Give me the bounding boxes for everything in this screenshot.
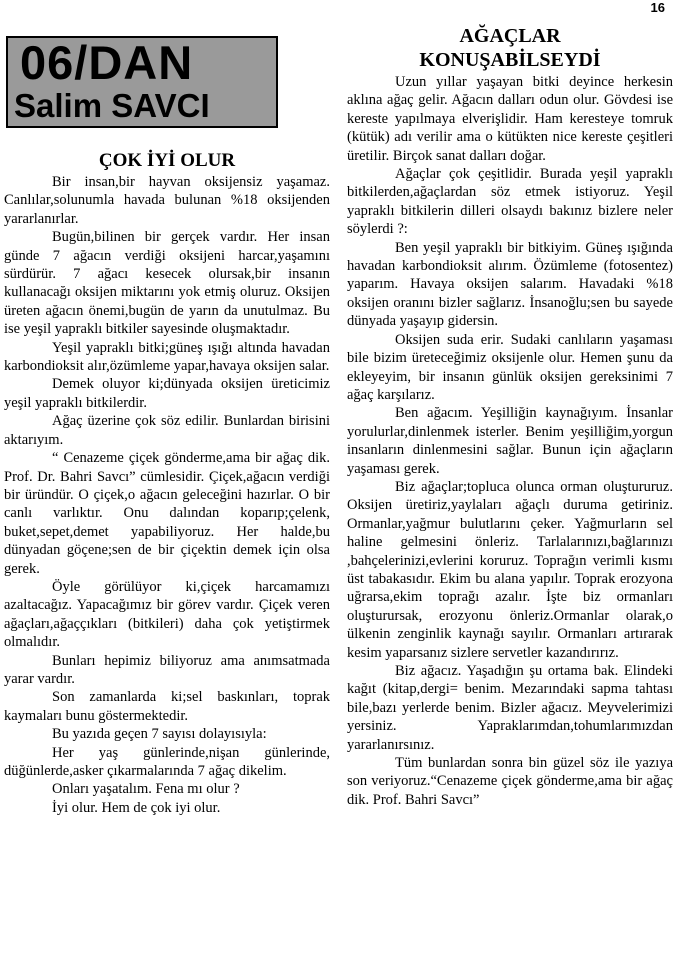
paragraph: Ağaç üzerine çok söz edilir. Bunlardan birisini aktarıyım.	[4, 413, 330, 448]
column-header-box	[6, 36, 278, 128]
paragraph: Tüm bunlardan sonra bin güzel söz ile yazıya son veriyoruz.“Cenazeme çiçek gönderme,ama bir ağaç dik. Prof. Bahri Savcı”	[347, 755, 673, 808]
paragraph: Son zamanlarda ki;sel baskınları, toprak kaymaları bunu göstermektedir.	[4, 689, 330, 724]
paragraph: Bugün,bilinen bir gerçek vardır. Her insan günde 7 ağacın verdiği oksijeni harcar,yaşamını sürdürür. 7 ağacı kesecek olursak,bir insanın kullanacağı oksijen miktarını yok etmiş oluruz. Oksijen üreten ağacın önemi,bugün de yarın da unutulmaz. Bu ise yeşil yapraklı bitkiler sayesinde oluşmaktadır.	[4, 229, 330, 338]
paragraph: Yeşil yapraklı bitki;güneş ışığı altında havadan karbondioksit alır,özümleme yapar,havaya oksijen salar.	[4, 339, 330, 375]
right-article-body	[347, 73, 673, 809]
paragraph: Ağaçlar çok çeşitlidir. Burada yeşil yapraklı bitkilerden,ağaçlardan söz etmek istiyoruz. Yeşil yapraklı bitkilerin dilleri olsaydı bakınız bizlere neler söylerdi ?:	[347, 166, 673, 238]
right-article-title	[347, 24, 673, 72]
paragraph: Ben ağacım. Yeşilliğin kaynağıyım. İnsanlar yorulurlar,dinlenmek isterler. Benim yeşilliğim,yorgun insanların dinlenmesini sağlar. Bunun için ağaçların yaşaması gerek.	[347, 405, 673, 477]
paragraph: Biz ağacız. Yaşadığın şu ortama bak. Elindeki kağıt (kitap,dergi= benim. Mezarındaki sapma tahtası bile,bazı yerlerde benim. Bizler ağacız. Meyvelerimizi yersiniz. Yapraklarımdan,tohumlarımızdan yararlanırsınız.	[347, 663, 673, 753]
paragraph: Ben yeşil yapraklı bir bitkiyim. Güneş ışığında havadan karbondioksit alırım. Özümleme (fotosentez) yaparım. Havaya oksijen salarım. Havadaki %18 oksijen oranını bizler sağlarız. İnsanoğlu;sen bu sayede dünyada yaşayıp gidersin.	[347, 239, 673, 330]
paragraph: Biz ağaçlar;topluca olunca orman oluştururuz. Oksijen üretiriz,yaylaları ağaçlı duruma getiriniz. Ormanlar,yağmur bulutlarını çeker. Yağmurların sel haline gelmesini önleriz. Tarlalarınızı,bağlarınızı ,bahçelerinizi,evlerini koruruz. Toprağın verimli kısmı üst tabakasıdır. Ekim bu alana yapılır. Toprak erozyona uğrarsa,ekim toprağı azalır. İşte biz ormanları oluşturursak, erozyonu önleriz.Ormanlar olarak,o ülkenin zenginlik kaynağı sayılır. Ormanları artırarak kesim yaparsanız sizlere servetler kazandırırız.	[347, 478, 673, 661]
paragraph: “ Cenazeme çiçek gönderme,ama bir ağaç dik. Prof. Dr. Bahri Savcı” cümlesidir. Çiçek,ağacın verdiği bir üründür. O çiçek,o ağacın geleceğini hazırlar. O bir canlı varlıktır. Onu dalından koparıp;çelenk, buket,sepet,demet yapabiliyoruz. Her halde,bu dünyadan göçene;sen de bir çiçektin demek için olsa gerek.	[4, 450, 330, 577]
left-column	[4, 36, 330, 817]
paragraph: Bu yazıda geçen 7 sayısı dolayısıyla:	[52, 726, 267, 743]
paragraph: Uzun yıllar yaşayan bitki deyince herkesin aklına ağaç gelir. Ağacın dalları odun olur. Gövdesi ise kereste yapılmaya elverişlidir. Ham keresteye tomruk (kütük) adı verilir ama o kütükten nice kereste çeşitleri üretilir. Birçok sanat dalları doğar.	[347, 74, 673, 164]
page-number: 16	[650, 0, 665, 15]
paragraph: Bunları hepimiz biliyoruz ama anımsatmada yarar vardır.	[4, 652, 330, 687]
paragraph: Onları yaşatalım. Fena mı olur ?	[52, 781, 240, 798]
paragraph: İyi olur. Hem de çok iyi olur.	[52, 799, 221, 816]
paragraph: Bir insan,bir hayvan oksijensiz yaşamaz. Canlılar,solunumla havada bulunan %18 oksijenden yararlanırlar.	[4, 174, 330, 227]
paragraph: Her yaş günlerinde,nişan günlerinde, düğünlerde,asker çıkarmalarında 7 ağaç dikelim.	[4, 744, 330, 779]
left-article-title: ÇOK İYİ OLUR	[98, 150, 236, 171]
right-column	[347, 20, 673, 809]
left-article-body	[4, 173, 330, 817]
paragraph: Demek oluyor ki;dünyada oksijen üreticimiz yeşil yapraklı bitkilerdir.	[4, 376, 330, 411]
paragraph: Oksijen suda erir. Sudaki canlıların yaşaması bile bizim üreteceğimiz oksijenle olur. Hemen şunu da ekleyeyim, bir insanın günlük oksijen gereksinimi 7 ağaç karşılarız.	[347, 331, 673, 403]
column-author: Salim SAVCI	[14, 87, 210, 124]
right-article-title-line1: AĞAÇLAR	[459, 25, 561, 47]
right-article-title-line2: KONUŞABİLSEYDİ	[419, 49, 601, 71]
column-code: 06/DAN	[20, 36, 194, 89]
paragraph: Öyle görülüyor ki,çiçek harcamamızı azaltacağız. Yapacağımız bir görev vardır. Çiçek veren ağaçları,ağaççıkları (bitkileri) daha çok yetiştirmek olmalıdır.	[4, 578, 330, 651]
